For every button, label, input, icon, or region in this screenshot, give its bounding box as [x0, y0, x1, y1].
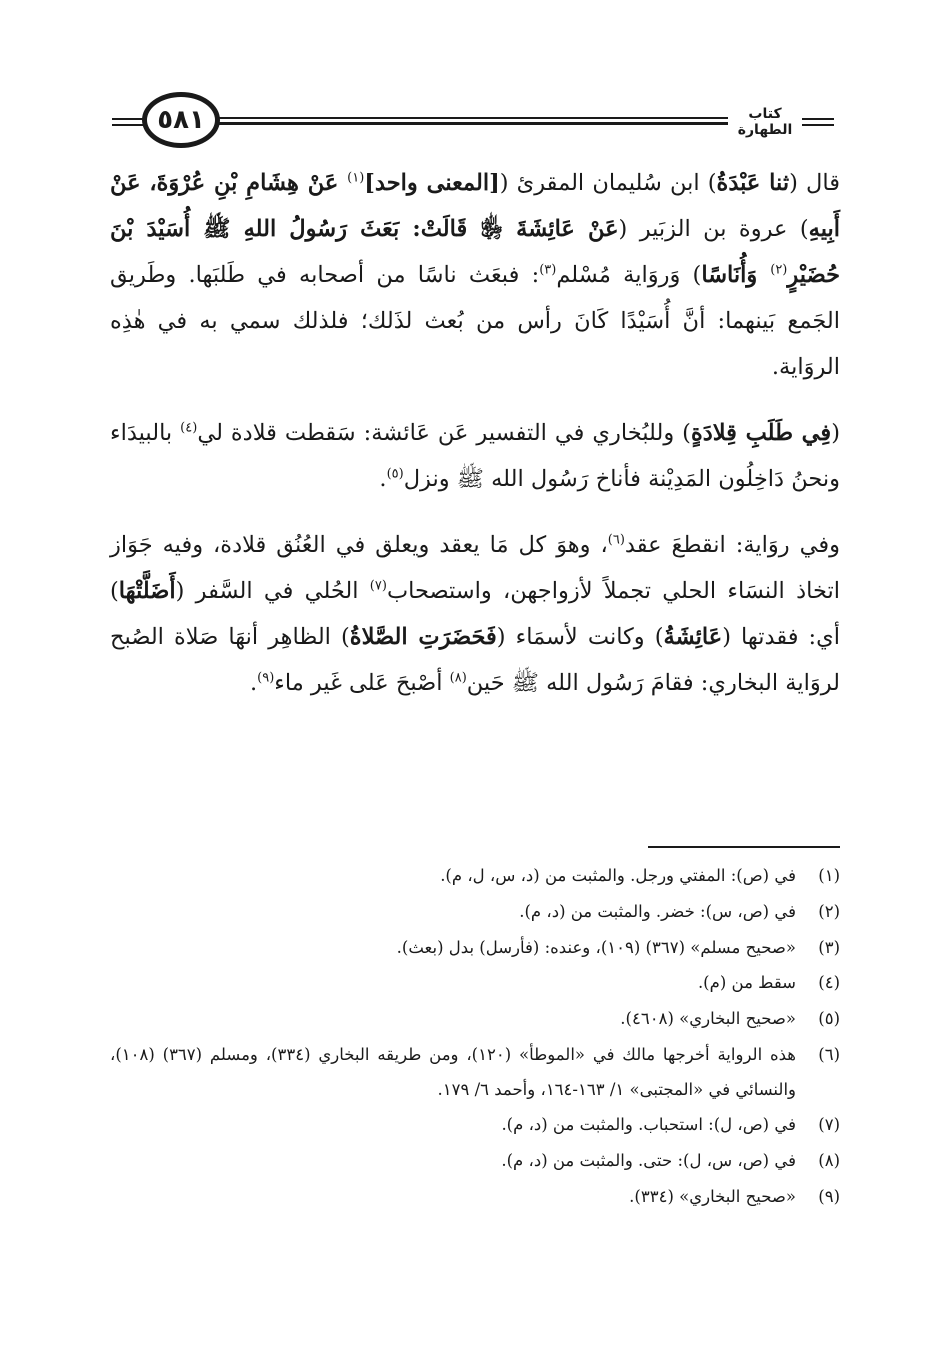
footnote-ref: (٥): [386, 466, 404, 482]
footnote-text: هذه الرواية أخرجها مالك في «الموطأ» (١٢٠)، ومن طريقه البخاري (٣٣٤)، ومسلم (٣٦٧) (١٠٨)، والنسائي في «المجتبى» ١/ ١٦٣-١٦٤، وأحمد ٦/ ١٧٩.: [110, 1044, 796, 1099]
quoted-text: فِي طَلَبِ قِلادَةٍ: [690, 420, 832, 446]
footnote-item: [110, 965, 840, 1001]
header-rule: [198, 117, 728, 119]
commentary-text: بالبيدَاء ونحنُ دَاخِلُون المَدِيْنة فأناخ رَسُول الله ﷺ ونزل: [110, 420, 840, 492]
footnote-item: [110, 1037, 840, 1107]
commentary-text: وفي روَاية: انقطعَ عقد: [624, 532, 840, 558]
page-header: [112, 88, 834, 158]
commentary-text: ) أي: فقدتها (: [110, 578, 841, 650]
commentary-text: ، وهوَ كل مَا يعقد ويعلق في العُنُق قلادة، وفيه جَوَاز اتخاذ النسَاء الحلي تجملاً لأزواجهن، واستصحاب: [110, 532, 840, 604]
commentary-text: .: [249, 670, 258, 696]
running-title: كتاب الطهارة: [728, 106, 802, 138]
footnote-number: (٢): [818, 901, 840, 921]
footnote-item: [110, 1143, 840, 1179]
commentary-text: ) عروة بن الزبَير (: [618, 216, 809, 242]
header-rule: [802, 124, 834, 126]
commentary-text: .: [379, 466, 387, 492]
quoted-text: أَضَلَّتْهَا: [118, 578, 176, 604]
quoted-text: [المعنى واحد]: [364, 170, 500, 196]
footnote-text: في (ص، ل): استحباب. والمثبت من (د، م).: [501, 1114, 796, 1134]
page-number: ٥٨١: [157, 105, 205, 135]
commentary-text: الحُلي في السَّفر (: [175, 578, 370, 604]
page-number-badge: [142, 92, 220, 148]
footnote-separator: [648, 846, 840, 848]
paragraph: [110, 160, 840, 390]
header-rule: [802, 118, 834, 120]
commentary-text: ) ابن سُليمان المقرئ (: [499, 170, 717, 196]
commentary-text: ) وكانت لأسمَاء (: [496, 624, 664, 650]
commentary-text: أصْبحَ عَلى غَير ماء: [274, 670, 450, 696]
footnote-number: (٦): [818, 1044, 840, 1064]
footnote-text: سقط من (م).: [697, 973, 796, 993]
footnote-text: في (ص): المفتي ورجل. والمثبت من (د، س، ل، م).: [440, 866, 796, 885]
commentary-text: ) وَروَاية مُسْلم: [556, 262, 702, 288]
header-rule: [198, 122, 728, 125]
main-text: [110, 160, 840, 706]
footnote-text: «صحيح البخاري» (٤٦٠٨).: [620, 1009, 796, 1029]
commentary-text: (: [831, 420, 840, 446]
paragraph: [110, 410, 840, 502]
footnote-item: [110, 858, 840, 894]
footnote-item: [110, 1001, 840, 1037]
footnote-ref: (٨): [449, 670, 467, 686]
footnote-number: (٨): [818, 1150, 840, 1170]
footnote-item: [110, 894, 840, 930]
footnote-item: [110, 1179, 840, 1215]
footnote-ref: (١): [347, 170, 365, 186]
footnote-number: (٥): [818, 1009, 840, 1029]
footnote-item: [110, 930, 840, 966]
commentary-text: : فبعَث ناسًا من أصحابه في طَلبَها. وطَريق الجَمع بَينهما: أنَّ أُسَيْدًا كَانَ رأس من بُعث لذَلك؛ فلذلك سمي به في هٰذِه الروَاية.: [110, 262, 840, 380]
quoted-text: ثنا عَبْدَةُ: [716, 170, 790, 196]
quoted-text: عَنْ عَائِشَةَ ﵂ قَالَتْ: بَعَثَ رَسُولُ اللهِ ﷺ أُسَيْدَ بْنَ حُضَيْرٍ: [110, 216, 840, 288]
footnote-ref: (٧): [369, 578, 387, 594]
footnote-number: (٤): [818, 973, 840, 993]
footnotes: [110, 858, 840, 1214]
footnote-number: (٣): [818, 937, 840, 957]
footnote-ref: (٦): [607, 532, 625, 548]
footnote-number: (٩): [818, 1186, 840, 1206]
footnote-number: (٧): [818, 1114, 840, 1134]
commentary-text: قال (: [789, 170, 840, 196]
quoted-text: فَحَضَرَتِ الصَّلاةُ: [349, 624, 497, 650]
footnote-ref: (٩): [257, 670, 275, 686]
quoted-text: عَائِشَةُ: [663, 624, 723, 650]
footnote-text: في (ص، س، ل): حتى. والمثبت من (د، م).: [501, 1150, 796, 1170]
footnote-text: في (ص، س): خضر. والمثبت من (د، م).: [519, 901, 796, 921]
footnote-ref: (٢): [770, 262, 788, 278]
footnote-number: (١): [818, 866, 840, 885]
footnote-text: «صحيح البخاري» (٣٣٤).: [629, 1186, 796, 1206]
footnote-ref: (٤): [180, 420, 198, 436]
commentary-text: ) وللبُخاري في التفسير عَن عَائشة: سَقطت قلادة لي: [197, 420, 691, 446]
quoted-text: عَنْ هِشَامِ بْنِ عُرْوَةَ، عَنْ أَبِيهِ: [110, 170, 840, 242]
paragraph: [110, 522, 840, 706]
footnote-item: [110, 1107, 840, 1143]
quoted-text: وَأُنَاسًا: [701, 262, 771, 288]
commentary-text: ) الظاهِر أنهَا صَلاة الصُبح لروَاية البخاري: فقامَ رَسُول الله ﷺ حَين: [110, 624, 840, 696]
footnote-text: «صحيح مسلم» (٣٦٧) (١٠٩)، وعنده: (فأرسل) بدل (بعث).: [396, 937, 796, 957]
footnote-ref: (٣): [539, 262, 557, 278]
